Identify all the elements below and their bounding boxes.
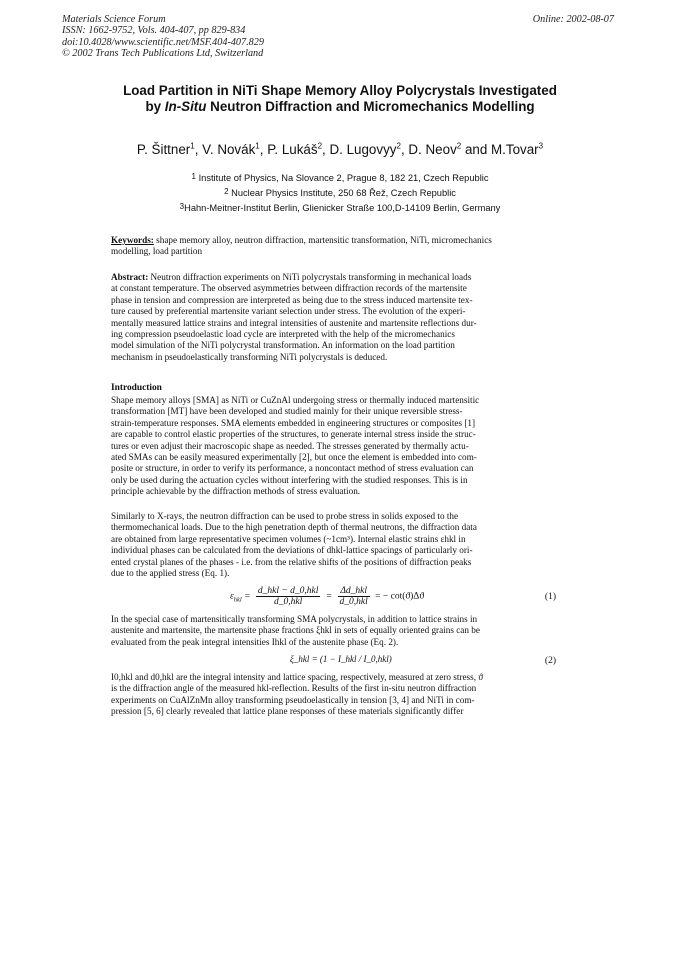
affiliation-text: Institute of Physics, Na Slovance 2, Prague 8, 182 21, Czech Republic [198,173,489,183]
affiliation [60,185,620,200]
author-name: M.Tovar [491,142,539,158]
introduction-paragraph-3 [111,614,556,648]
text-line: thermomechanical loads. Due to the high penetration depth of thermal neutrons, the diffraction data [111,522,477,533]
separator: , [322,142,330,158]
text-line: ented crystal planes of the phases - i.e. from the relative shifts of the positions of diffraction peaks [111,556,472,567]
author-list [80,142,600,157]
text-line: pression [5, 6] clearly revealed that lattice plane responses of these materials significantly differ [111,706,464,717]
abstract-line: at constant temperature. The observed asymmetries between diffraction records of the martensite [111,283,467,294]
affiliation-mark: 2 [456,142,462,151]
eq-lhs: ε [230,591,234,602]
affiliation-text: Nuclear Physics Institute, 250 68 Řež, Czech Republic [231,188,456,199]
keywords-line [111,235,556,246]
author-name: D. Lugovyy [329,142,397,158]
author-name: P. Šittner [136,142,191,158]
equation-number-1: (1) [544,592,556,602]
text-line: posite or structure, in order to verify its performance, a noncontact method of stress evaluation can [111,463,474,474]
affiliation-text: Hahn-Meitner-Institut Berlin, Glienicker Straße 100,D-14109 Berlin, Germany [184,203,501,214]
fraction [338,586,370,607]
title-line-1: Load Partition in NiTi Shape Memory Alloy Polycrystals Investigated [123,83,557,98]
copyright-line: © 2002 Trans Tech Publications Ltd, Switzerland [62,48,264,60]
abstract-line [111,272,556,283]
title-italic: In-Situ [164,99,207,114]
affiliation-mark: 2 [396,142,401,151]
keywords-block [111,235,556,258]
text-line: strain-temperature responses. SMA elements embedded in engineering structures or composites [1] [111,417,476,428]
affiliation-number: 2 [224,187,229,197]
text-line: evaluated from the peak integral intensities Ihkl of the austenite phase (Eq. 2). [111,636,399,647]
affiliation-mark: 1 [190,142,195,151]
online-date: Online: 2002-08-07 [532,14,614,25]
text-line: experiments on CuAlZnMn alloy transforming pseudoelastically in tension [3, 4] and NiTi in com- [111,694,475,705]
abstract-line: mentally measured lattice strains and integral intensities of austenite and martensite reflections dur- [111,317,477,328]
text-line: due to the applied stress (Eq. 1). [111,568,230,579]
text-line: tures or even adjust their macroscopic shape as needed. The stresses generated by thermally actu- [111,440,469,451]
introduction-paragraph-1 [111,395,556,498]
section-heading-introduction: Introduction [111,383,162,393]
denominator: d_0,hkl [274,597,303,607]
separator: , [194,142,203,158]
author-name: V. Novák [202,142,256,158]
text-line: only be used during the actuation cycles without interfering with the studied responses. This is in [111,474,468,485]
doi-line[interactable]: doi:10.4028/www.scientific.net/MSF.404-407.829 [62,36,264,48]
title-text: by [145,99,165,114]
author [491,142,543,157]
separator: , [259,142,268,158]
equation-number-2: (2) [544,656,556,666]
text-line: principle achievable by the diffraction methods of stress evaluation. [111,486,361,497]
abstract-block [111,272,556,363]
author [267,142,329,157]
journal-name: Materials Science Forum [62,14,166,25]
text-line: austenite and martensite, the martensite phase fractions ξhkl in sets of equally oriented grains can be [111,625,480,636]
fraction [256,586,321,607]
journal-header [62,14,264,60]
equation-2: ξ_hkl = (1 − I_hkl / I_0,hkl) [290,654,392,664]
title-text: Neutron Diffraction and Micromechanics Modelling [206,99,535,114]
issn-line: ISSN: 1662-9752, Vols. 404-407, pp 829-834 [62,25,246,37]
affiliation-list [60,170,620,216]
text-line: I0,hkl and d0,hkl are the integral intensity and lattice spacing, respectively, measured at zero stress, ϑ [111,672,483,682]
abstract-line: model simulation of the NiTi polycrystal transformation. An information on the load partition [111,340,455,351]
eq-rhs: = − cot(ϑ)Δϑ [375,591,425,602]
denominator: d_0,hkl [339,597,368,607]
keywords-text: shape memory alloy, neutron diffraction, martensitic transformation, NiTi, micromechanics [153,235,492,245]
author-name: P. Lukáš [267,142,318,158]
equation-1: $\varepsilon_{hkl}$ = $\frac{\text{d\_hkl − d\_0,hkl}}{\text{d\_0,hkl}}$ = $\frac{\text{Δd\_hkl}}{\text{d\_0,hkl}}$ = − cot(ϑ)Δϑ [230,586,425,607]
separator: and [461,142,492,158]
author [137,142,202,157]
text-line: are capable to control elastic properties of the structures, to generate internal stress inside the struc- [111,429,476,440]
text-line: is the diffraction angle of the measured hkl-reflection. Results of the first in-situ neutron diffraction [111,683,477,694]
abstract-text: Neutron diffraction experiments on NiTi polycrystals transforming in mechanical loads [148,272,472,282]
numerator: d_hkl − d_0,hkl [257,586,319,596]
text-line: are obtained from large representative specimen volumes (~1cm³). Internal elastic strains εhkl in [111,533,466,544]
introduction-paragraph-4 [111,672,556,718]
abstract-line: phase in tension and compression are interpreted as being due to the stress induced martensite tex- [111,294,473,305]
affiliation-mark: 3 [538,142,544,151]
text-line: Shape memory alloys [SMA] as NiTi or CuZnAl undergoing stress or thermally induced martensitic [111,395,480,405]
separator: , [400,142,409,158]
text-line: transformation [MT] have been developed and studied mainly for their unique reversible stress- [111,406,463,417]
author [408,142,491,157]
affiliation-mark: 1 [255,142,260,151]
abstract-line: ing compression pseudoelastic load cycle are interpreted with the help of the micromechanics [111,329,455,340]
abstract-line: mechanism in pseudoelastically transforming NiTi polycrystals is deduced. [111,351,388,362]
affiliation-number: 3 [179,202,185,212]
keywords-line: modelling, load partition [111,246,203,257]
title-line-2 [80,99,600,115]
author [202,142,267,157]
eq-lhs-subscript: hkl [233,596,242,604]
affiliation-number: 1 [191,172,196,181]
paper-title [80,83,600,115]
author-name: D. Neov [408,142,457,158]
text-line: In the special case of martensitically transforming SMA polycrystals, in addition to lattice strains in [111,614,478,624]
author [329,142,408,157]
text-line: ated SMAs can be easily measured experimentally [2], but once the element is embedded into com- [111,452,477,463]
keywords-label: Keywords: [111,235,154,245]
affiliation [60,170,620,185]
affiliation [60,200,620,215]
numerator: Δd_hkl [338,586,370,597]
text-line: individual phases can be calculated from the deviations of dhkl-lattice spacings of particularly ori- [111,545,473,556]
introduction-paragraph-2 [111,511,556,579]
abstract-line: ture caused by preferential martensite variant selection under stress. The evolution of the experi- [111,306,466,317]
affiliation-mark: 2 [317,142,323,151]
text-line: Similarly to X-rays, the neutron diffraction can be used to probe stress in solids exposed to the [111,511,459,521]
abstract-label: Abstract: [111,272,149,282]
